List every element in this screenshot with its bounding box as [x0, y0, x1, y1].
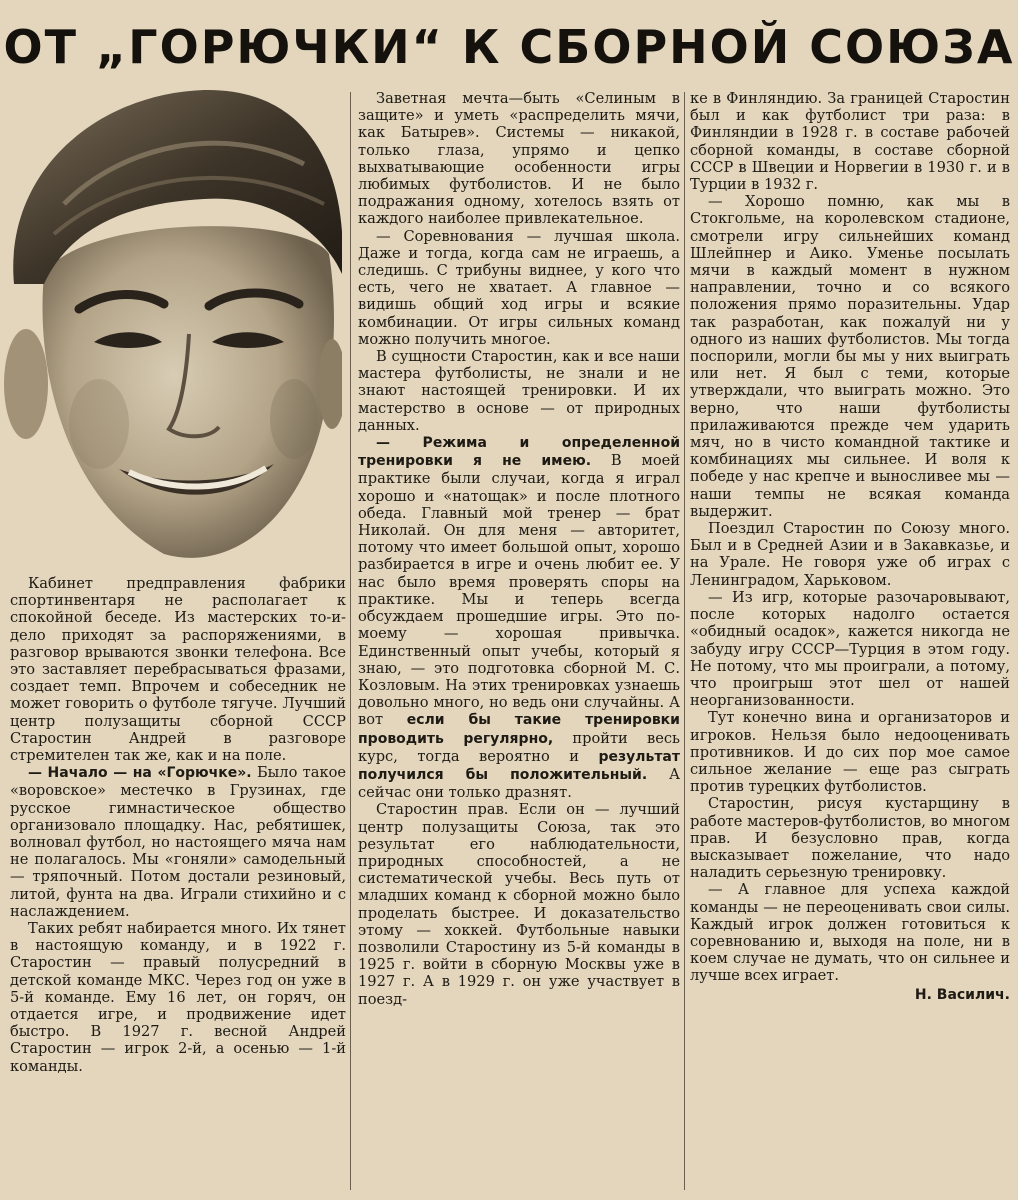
bold-phrase: если бы такие тренировки проводить регулярно,	[358, 712, 680, 747]
paragraph: Тут конечно вина и организаторов и игроков. Нельзя было недооценивать противников. И до сих пор мое самое сильное желание — еще раз сыграть против турецких футболистов.	[690, 709, 1010, 796]
bold-lead: — Режима и определенной тренировки я не имею.	[358, 435, 680, 470]
paragraph: Поездил Старостин по Союзу много. Был и в Средней Азии и в Закавказье, и на Урале. Не говоря уже об играх с Ленинградом, Харьковом.	[690, 520, 1010, 589]
column-divider	[350, 92, 351, 1190]
column-divider	[684, 92, 685, 1190]
column-2	[358, 90, 680, 1190]
paragraph: В сущности Старостин, как и все наши мастера футболисты, не знали и не знают настоящей тренировки. И их мастерство в основе — от природных данных.	[358, 348, 680, 434]
headline: ОТ „ГОРЮЧКИ“ К СБОРНОЙ СОЮЗА	[3, 20, 1015, 74]
column-1	[10, 575, 346, 1190]
paragraph	[10, 764, 346, 920]
paragraph: — Хорошо помню, как мы в Стокгольме, на королевском стадионе, смотрели игру сильнейших команд Шлейпнер и Аико. Уменье посылать мячи в каждый момент в нужном направлении, точно и со всякого положения прямо поразительны. Удар так разработан, как пожалуй ни у одного из наших футболистов. Мы тогда поспорили, могли бы мы у них выиграть или нет. Я был с теми, которые утверждали, что выиграть можно. Это верно, что наши футболисты прилаживаются прежде чем ударить мяч, но в чисто командной тактике и комбинациях мы сильнее. И воля к победе у нас крепче и выносливее мы — наши темпы не всякая команда выдержит.	[690, 193, 1010, 520]
paragraph: — Из игр, которые разочаровывают, после которых надолго остается «обидный осадок», кажется никогда не забуду игру СССР—Турция в этом году. Не потому, что мы проиграли, а потому, что проигрыш этот шел от нашей неорганизованности.	[690, 588, 1010, 710]
paragraph: — А главное для успеха каждой команды — не переоценивать свои силы. Каждый игрок должен готовиться к соревнованию и, выходя на поле, ни в коем случае не думать, что он сильнее и лучше всех играет.	[690, 881, 1010, 985]
paragraph: Заветная мечта—быть «Селиным в защите» и уметь «распределить мячи, как Батырев». Системы — никакой, только глаза, упрямо и цепко выхватывающие особенности игры любимых футболистов. И не было подражания одному, хотелось взять от каждого наиболее привлекательное.	[358, 90, 680, 228]
paragraph: — Соревнования — лучшая школа. Даже и тогда, когда сам не играешь, а следишь. С трибуны виднее, у кого что есть, чего не хватает. А главное — видишь общий ход игры и всякие комбинации. От игры сильных команд можно получить многое.	[358, 227, 680, 348]
paragraph: Кабинет предправления фабрики спортинвентаря не располагает к спокойной беседе. Из мастерских то-и-дело приходят за распоряжениями, в разговор врываются звонки телефона. Все это заставляет перебрасываться фразами, создает темп. Впрочем и собеседник не может говорить о футболе тягуче. Лучший центр полузащиты сборной СССР Старостин Андрей в разговоре стремителен так же, как и на поле.	[10, 575, 346, 765]
paragraph: ке в Финляндию. За границей Старостин был и как футболист три раза: в Финляндии в 1928 г. в составе рабочей сборной команды, в составе сборной СССР в Швеции и Норвегии в 1930 г. и в Турции в 1932 г.	[690, 90, 1010, 194]
column-3	[690, 90, 1010, 1190]
paragraph-text: А сейчас они только дразнят.	[358, 765, 680, 802]
paragraph-text: В моей практике были случаи, когда я играл хорошо и «натощак» и после плотного обеда. Главный мой тренер — брат Николай. Он для меня — авторитет, потому что имеет большой опыт, хорошо разбирается в игре и очень любит ее. У нас было время проверять споры на практике. Мы и теперь всегда обсуждаем прошедшие игры. Это по-моему — хорошая привычка. Единственный опыт учебы, который я знаю, — это подготовка сборной М. С. Козловым. На этих тренировках узнаешь довольно много, но ведь они случайны. А вот	[358, 452, 680, 729]
bold-lead: — Начало — на «Горючке».	[28, 765, 252, 782]
paragraph: Таких ребят набирается много. Их тянет в настоящую команду, и в 1922 г. Старостин — правый полусредний в детской команде МКС. Через год он уже в 5-й команде. Ему 16 лет, он горяч, он отдается игре, и продвижение идет быстро. В 1927 г. весной Андрей Старостин — игрок 2-й, а осенью — 1-й команды.	[10, 920, 346, 1075]
author-signature: Н. Василич.	[914, 986, 1010, 1003]
paragraph: Старостин прав. Если он — лучший центр полузащиты Союза, так это результат его наблюдательности, природных способностей, а не систематической учебы. Весь путь от младших команд к сборной можно было проделать быстрее. И доказательство этому — хоккей. Футбольные навыки позволили Старостину из 5-й команды в 1925 г. войти в сборную Москвы уже в 1927 г. А в 1929 г. он уже участвует в поезд-	[358, 801, 680, 1008]
paragraph	[358, 434, 680, 801]
paragraph-text: пройти весь курс, тогда вероятно и	[358, 729, 680, 765]
paragraph-text: Было такое «воровское» местечко в Грузинах, где русское гимнастическое общество организовало площадку. Нас, ребятишек, волновал футбол, но настоящего мяча нам не полагалось. Мы «гоняли» самодельный — тряпочный. Потом достали резиновый, литой, фунта на два. Играли стихийно и с наслаждением.	[10, 764, 346, 920]
bold-phrase: результат получился бы положительный.	[358, 748, 680, 783]
portrait-photo	[4, 84, 342, 566]
paragraph: Старостин, рисуя кустарщину в работе мастеров-футболистов, во многом прав. И безусловно прав, когда высказывает пожелание, что надо наладить серьезную тренировку.	[690, 795, 1010, 882]
